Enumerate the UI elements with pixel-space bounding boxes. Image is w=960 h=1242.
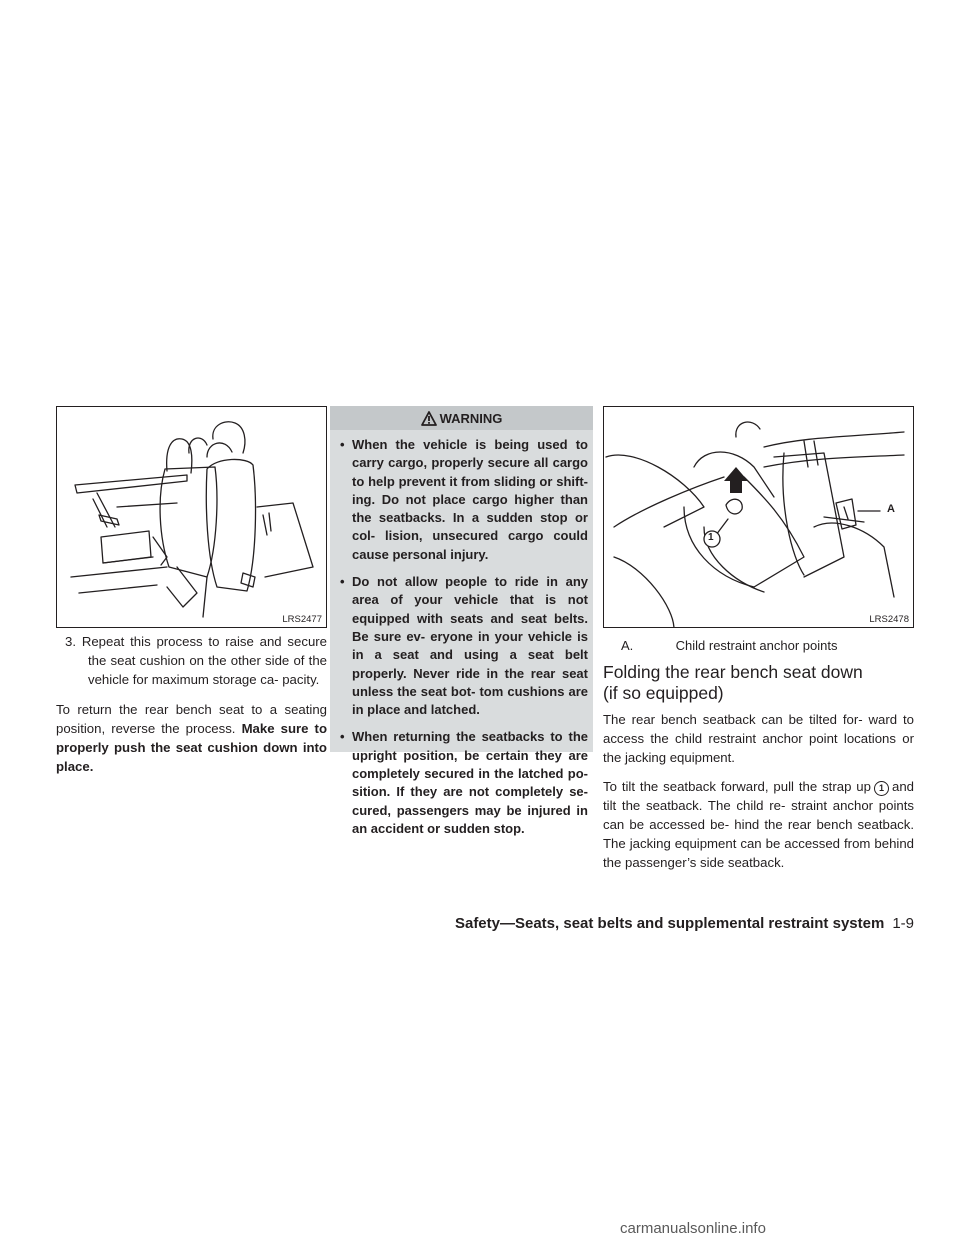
footer-section-title: Safety—Seats, seat belts and supplemental restraint system bbox=[454, 915, 885, 932]
figure-rear-seat-cushion bbox=[56, 406, 327, 628]
seatback-fold-illustration bbox=[604, 407, 914, 628]
warning-title: WARNING bbox=[439, 410, 503, 426]
fold-steps-paragraph bbox=[603, 777, 914, 872]
fold-steps-text-a: To tilt the seatback forward, pull the strap up bbox=[603, 779, 871, 794]
warning-list bbox=[338, 436, 588, 847]
return-seat-text: To return the rear bench seat to a seating position, reverse the process. bbox=[56, 702, 327, 736]
caption-key: A. bbox=[621, 638, 634, 653]
heading-line-2: (if so equipped) bbox=[603, 683, 724, 703]
return-seat-paragraph bbox=[56, 700, 327, 776]
warning-item-text: When the vehicle is being used to carry cargo, properly secure all cargo to help prevent it from sliding or shift- ing. Do not place cargo higher than the seatbacks. In a sudden stop or col- lision, unsecured cargo could cause personal injury. bbox=[352, 437, 588, 562]
caption-text: Child restraint anchor points bbox=[675, 638, 838, 653]
figure-label-a: A bbox=[887, 503, 895, 515]
left-column-text bbox=[56, 632, 327, 776]
figure-caption bbox=[621, 637, 911, 655]
page-footer bbox=[455, 915, 914, 933]
warning-item bbox=[338, 573, 588, 719]
warning-header bbox=[330, 406, 593, 430]
watermark[interactable]: carmanualsonline.info bbox=[620, 1220, 766, 1237]
bullet: • bbox=[340, 729, 345, 745]
rear-seat-illustration bbox=[57, 407, 327, 628]
figure-code: LRS2477 bbox=[282, 614, 322, 625]
bullet: • bbox=[340, 437, 345, 452]
figure-child-restraint-anchor bbox=[603, 406, 914, 628]
heading-line-1: Folding the rear bench seat down bbox=[603, 662, 863, 682]
warning-box bbox=[330, 406, 593, 836]
section-heading bbox=[603, 662, 923, 704]
return-seat-bold-text: Make sure to properly push the seat cushion down into place. bbox=[56, 721, 327, 774]
step-1-marker-icon: 1 bbox=[874, 781, 889, 796]
step-text: Repeat this process to raise and secure the seat cushion on the other side of the vehicle for maximum storage ca- pacity. bbox=[81, 634, 328, 687]
figure-code: LRS2478 bbox=[869, 614, 909, 625]
right-column-text bbox=[603, 710, 914, 872]
page-number: 1-9 bbox=[892, 915, 914, 932]
figure-label-1: 1 bbox=[708, 532, 714, 543]
arrow-up-icon bbox=[724, 467, 748, 493]
fold-intro-paragraph: The rear bench seatback can be tilted for- ward to access the child restraint anchor point locations or the jacking equipment. bbox=[603, 712, 914, 765]
bullet: • bbox=[340, 574, 345, 590]
warning-item bbox=[338, 728, 588, 838]
step-number: 3. bbox=[65, 634, 76, 649]
warning-item-text: Do not allow people to ride in any area of your vehicle that is not equipped with seats and seat belts. Be sure ev- eryone in your vehicle is in a seat and using a seat belt properly. Never ride in the rear seat unless the seat bot- tom cushions are in place and latched. bbox=[352, 574, 588, 718]
warning-item-text: When returning the seatbacks to the upright position, be certain they are completely secured in the latched po- sition. If they are not completely se- cured, passengers may be injured in an accident or sudden stop. bbox=[352, 729, 588, 836]
warning-item bbox=[338, 436, 588, 564]
step-3 bbox=[56, 632, 327, 689]
fold-steps-text-b: and tilt the seatback. The child re- straint anchor points can be accessed be- hind the rear bench seatback. The jacking equipment can be accessed from behind the passenger’s side seatback. bbox=[603, 779, 914, 870]
warning-triangle-icon bbox=[421, 411, 437, 426]
